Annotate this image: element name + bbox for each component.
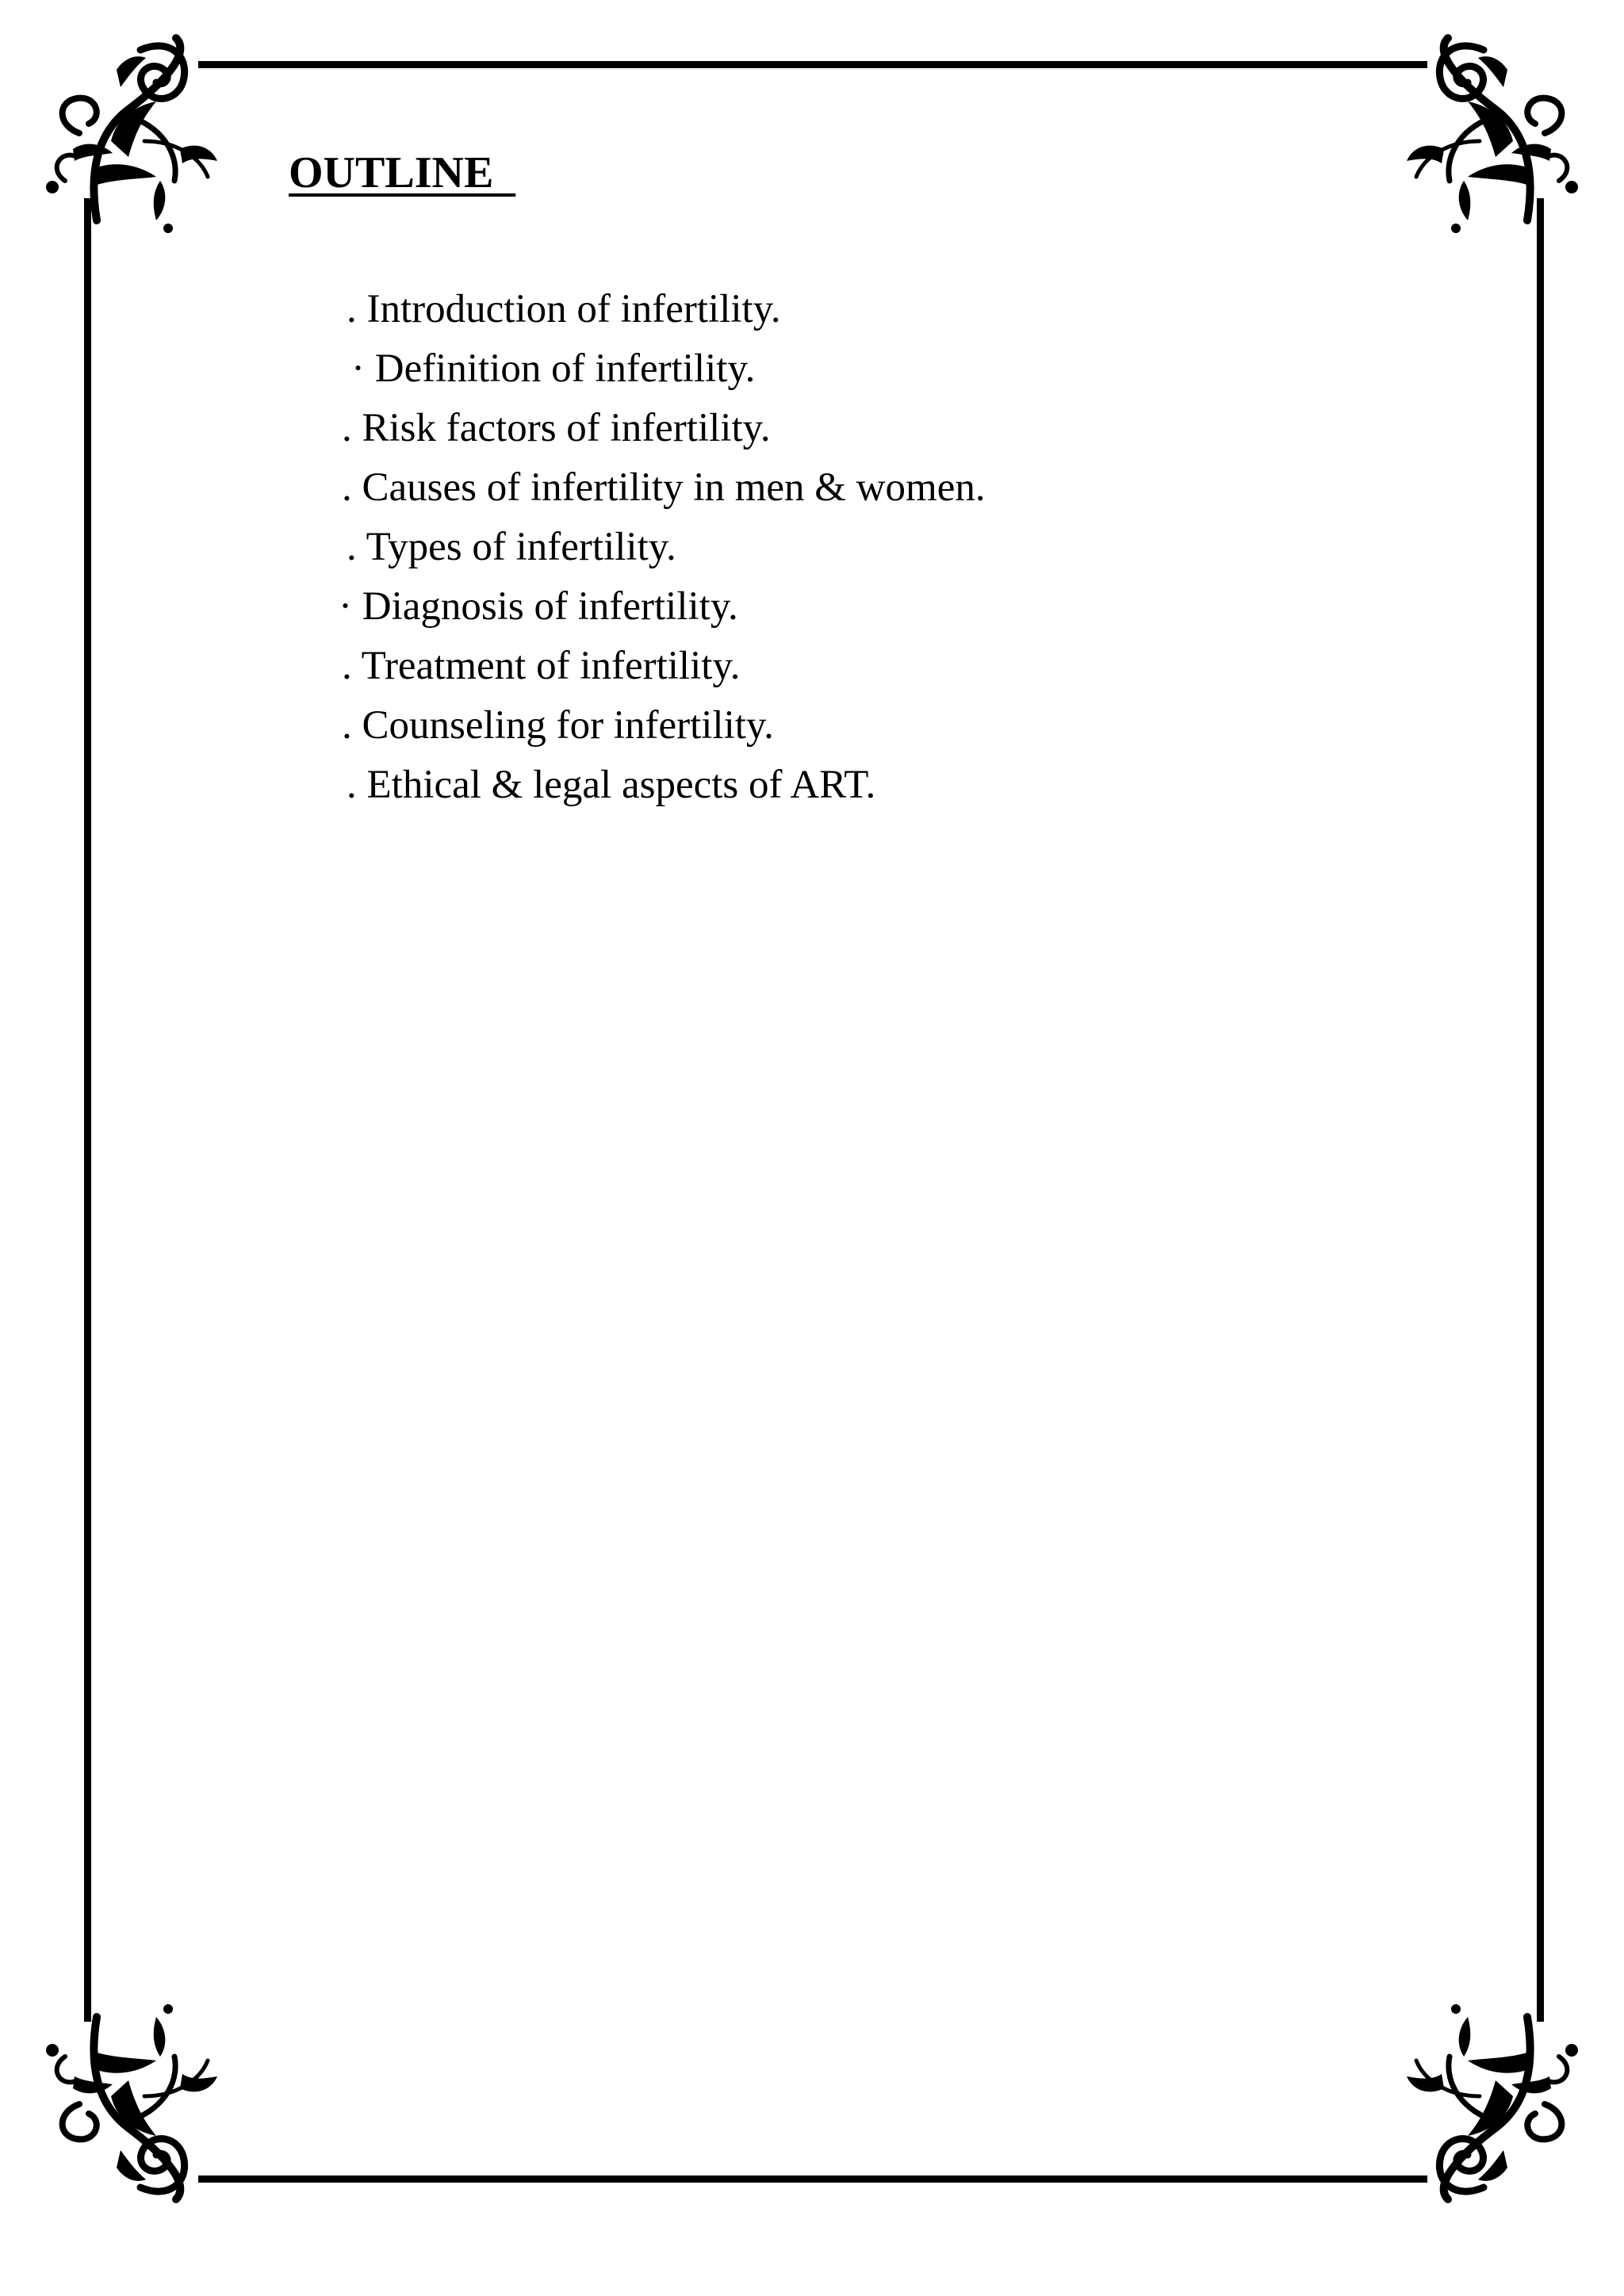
- list-item: . Ethical & legal aspects of ART.: [347, 763, 876, 807]
- list-item: . Risk factors of infertility.: [342, 406, 771, 450]
- border-top-line: [198, 61, 1427, 68]
- list-item: · Definition of infertility.: [351, 346, 756, 391]
- list-item: . Causes of infertility in men & women.: [342, 465, 986, 510]
- corner-flourish-icon: [1400, 22, 1583, 236]
- border-bottom-line: [198, 2175, 1427, 2183]
- corner-flourish-icon: [1400, 2001, 1583, 2215]
- border-right-line: [1537, 198, 1544, 2022]
- list-item: . Types of infertility.: [347, 525, 676, 569]
- page-title: OUTLINE: [289, 148, 516, 197]
- list-item: . Introduction of infertility.: [347, 287, 781, 331]
- list-item: . Counseling for infertility.: [342, 703, 774, 748]
- list-item: · Diagnosis of infertility.: [339, 584, 738, 629]
- border-left-line: [84, 198, 91, 2022]
- list-item: . Treatment of infertility.: [342, 644, 741, 688]
- corner-flourish-icon: [41, 22, 224, 236]
- corner-flourish-icon: [41, 2001, 224, 2215]
